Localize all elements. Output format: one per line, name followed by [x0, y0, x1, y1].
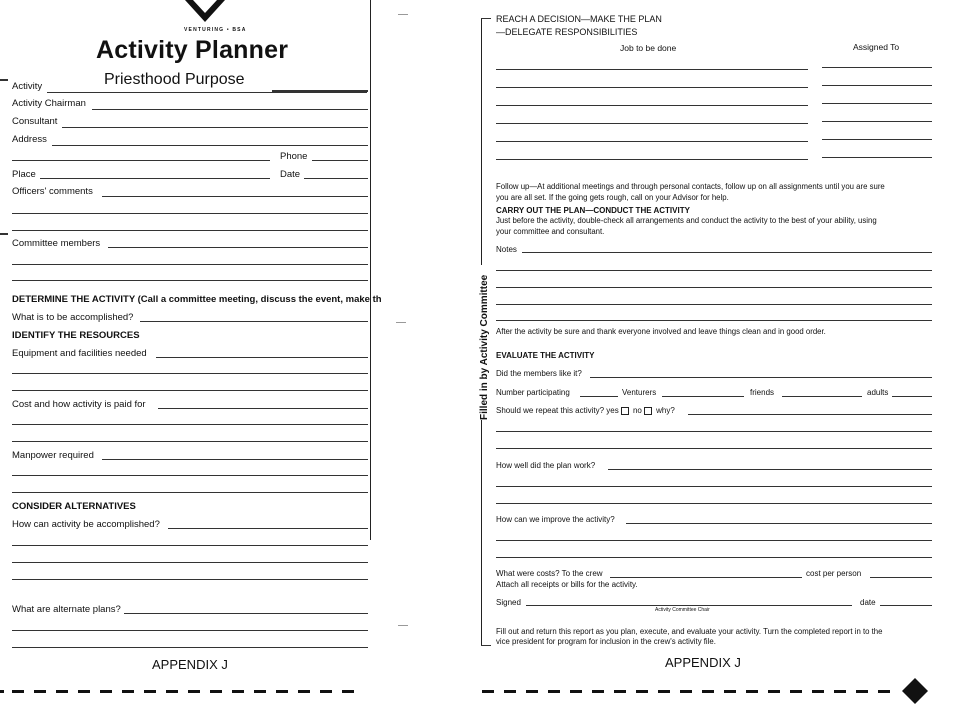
date-label-right: date: [860, 598, 876, 607]
date-field-right[interactable]: [880, 605, 932, 606]
consider-heading: CONSIDER ALTERNATIVES: [12, 501, 136, 512]
delegate-heading: —DELEGATE RESPONSIBILITIES: [496, 27, 638, 37]
determine-heading: DETERMINE THE ACTIVITY (Call a committee meeting, discuss the event, make th: [12, 294, 382, 305]
page-edge: [370, 0, 371, 540]
appendix-label-right: APPENDIX J: [665, 655, 741, 670]
cut-line: [0, 690, 368, 693]
scan-mark: [396, 322, 406, 323]
cost-field[interactable]: [158, 408, 368, 409]
alternate-plans-field[interactable]: [124, 613, 368, 614]
assigned-line[interactable]: [822, 157, 932, 158]
place-label: Place: [12, 169, 36, 180]
job-line[interactable]: [496, 159, 808, 160]
carry-text-2: your committee and consultant.: [496, 227, 605, 236]
manpower-field[interactable]: [102, 459, 368, 460]
notes-line[interactable]: [496, 304, 932, 305]
adults-field[interactable]: [892, 396, 932, 397]
cost-line[interactable]: [12, 441, 368, 442]
number-participating-label: Number participating: [496, 388, 570, 397]
logo-org-text: VENTURING • BSA: [184, 27, 247, 33]
assigned-line[interactable]: [822, 103, 932, 104]
evaluate-heading: EVALUATE THE ACTIVITY: [496, 351, 595, 360]
improve-field[interactable]: [626, 523, 932, 524]
carry-out-heading: CARRY OUT THE PLAN—CONDUCT THE ACTIVITY: [496, 206, 690, 215]
no-checkbox[interactable]: [644, 407, 652, 415]
improve-label: How can we improve the activity?: [496, 515, 615, 524]
how-accomplished-line[interactable]: [12, 562, 368, 563]
activity-value: Priesthood Purpose: [104, 71, 245, 88]
after-text: After the activity be sure and thank everyone involved and leave things clean and in good order.: [496, 327, 826, 336]
plan-work-label: How well did the plan work?: [496, 461, 596, 470]
address-label: Address: [12, 134, 47, 145]
repeat-why-label: why?: [656, 406, 675, 415]
assigned-line[interactable]: [822, 85, 932, 86]
cost-per-person-label: cost per person: [806, 569, 862, 578]
plan-work-line[interactable]: [496, 486, 932, 487]
how-accomplished-line[interactable]: [12, 579, 368, 580]
followup-text-2: you are all set. If the going gets rough, call on your Advisor for help.: [496, 193, 729, 202]
committee-members-line[interactable]: [12, 264, 368, 265]
page-title: Activity Planner: [96, 36, 289, 64]
officers-comments-line[interactable]: [12, 213, 368, 214]
friends-label: friends: [750, 388, 775, 397]
plan-work-field[interactable]: [608, 469, 932, 470]
activity-chairman-label: Activity Chairman: [12, 98, 86, 109]
activity-chairman-field[interactable]: [92, 109, 368, 110]
plan-work-line[interactable]: [496, 503, 932, 504]
address-field[interactable]: [52, 145, 368, 146]
job-line[interactable]: [496, 69, 808, 70]
job-line[interactable]: [496, 105, 808, 106]
equipment-field[interactable]: [156, 357, 368, 358]
appendix-label: APPENDIX J: [152, 657, 228, 672]
manpower-line[interactable]: [12, 492, 368, 493]
activity-field[interactable]: [47, 92, 367, 93]
side-label: Filled in by Activity Committee: [479, 274, 490, 420]
bracket-bottom: [481, 645, 491, 646]
manpower-label: Manpower required: [12, 450, 94, 461]
friends-field[interactable]: [782, 396, 862, 397]
officers-comments-field[interactable]: [102, 196, 368, 197]
what-accomplished-field[interactable]: [140, 321, 368, 322]
consultant-label: Consultant: [12, 116, 58, 127]
fill-text-1: Fill out and return this report as you plan, execute, and evaluate your activity. Turn the completed report in to the: [496, 627, 883, 636]
cost-line[interactable]: [12, 424, 368, 425]
date-field[interactable]: [304, 178, 368, 179]
repeat-yes-label: Should we repeat this activity? yes: [496, 406, 619, 415]
notes-line[interactable]: [496, 287, 932, 288]
repeat-question: [496, 405, 675, 416]
scan-mark: [398, 14, 408, 15]
identify-heading: IDENTIFY THE RESOURCES: [12, 330, 140, 341]
repeat-no-label: no: [632, 406, 642, 415]
phone-field[interactable]: [312, 160, 368, 161]
job-line[interactable]: [496, 141, 808, 142]
alternate-plans-label: What are alternate plans?: [12, 604, 121, 615]
assigned-column-header: Assigned To: [853, 42, 900, 52]
margin-mark: [0, 233, 8, 235]
job-line[interactable]: [496, 87, 808, 88]
costs-field[interactable]: [610, 577, 802, 578]
scan-mark: [398, 625, 408, 626]
address-line-2[interactable]: [12, 160, 270, 161]
assigned-line[interactable]: [822, 139, 932, 140]
carry-text-1: Just before the activity, double-check all arrangements and conduct the activity to the best of your ability, using: [496, 216, 877, 225]
number-participating-field[interactable]: [580, 396, 618, 397]
bracket-top: [481, 18, 491, 19]
assigned-line[interactable]: [822, 121, 932, 122]
improve-line[interactable]: [496, 540, 932, 541]
job-line[interactable]: [496, 123, 808, 124]
job-column-header: Job to be done: [620, 43, 677, 53]
how-accomplished-line[interactable]: [12, 545, 368, 546]
alternate-plans-line[interactable]: [12, 630, 368, 631]
activity-label: Activity: [12, 81, 43, 92]
members-like-label: Did the members like it?: [496, 369, 582, 378]
improve-line[interactable]: [496, 557, 932, 558]
committee-members-label: Committee members: [12, 238, 101, 249]
date-label: Date: [280, 169, 301, 180]
attach-text: Attach all receipts or bills for the activity.: [496, 580, 638, 589]
consultant-field[interactable]: [62, 127, 368, 128]
notes-line[interactable]: [496, 270, 932, 271]
equipment-line[interactable]: [12, 390, 368, 391]
equipment-label: Equipment and facilities needed: [12, 348, 147, 359]
how-accomplished-field[interactable]: [168, 528, 368, 529]
reach-heading: REACH A DECISION—MAKE THE PLAN: [496, 14, 662, 24]
cut-line-right: [482, 690, 902, 693]
cost-label: Cost and how activity is paid for: [12, 399, 146, 410]
signed-caption: Activity Committee Chair: [655, 607, 710, 613]
repeat-line[interactable]: [496, 448, 932, 449]
venturing-logo-icon: [183, 0, 227, 26]
cost-per-person-field[interactable]: [870, 577, 932, 578]
notes-line[interactable]: [496, 320, 932, 321]
adults-label: adults: [867, 388, 889, 397]
alternate-plans-line[interactable]: [12, 647, 368, 648]
equipment-line[interactable]: [12, 373, 368, 374]
committee-members-line[interactable]: [12, 280, 368, 281]
officers-comments-label: Officers' comments: [12, 186, 93, 197]
assigned-line[interactable]: [822, 67, 932, 68]
how-accomplished-label: How can activity be accomplished?: [12, 519, 160, 530]
fill-text-2: vice president for program for inclusion in the crew's activity file.: [496, 637, 716, 646]
officers-comments-line[interactable]: [12, 230, 368, 231]
repeat-line[interactable]: [496, 431, 932, 432]
activity-underline: [272, 90, 368, 92]
costs-label: What were costs? To the crew: [496, 569, 603, 578]
notes-field[interactable]: [522, 252, 932, 253]
followup-text-1: Follow up—At additional meetings and through personal contacts, follow up on all assignments until you are sure: [496, 182, 885, 191]
committee-members-field[interactable]: [108, 247, 368, 248]
signed-label: Signed: [496, 598, 521, 607]
yes-checkbox[interactable]: [621, 407, 629, 415]
diamond-icon: [902, 678, 928, 704]
venturers-field[interactable]: [662, 396, 744, 397]
what-accomplished-label: What is to be accomplished?: [12, 312, 134, 323]
notes-label: Notes: [496, 245, 517, 254]
repeat-why-field[interactable]: [688, 414, 932, 415]
phone-label: Phone: [280, 151, 308, 162]
margin-mark: [0, 79, 8, 81]
venturers-label: Venturers: [622, 388, 657, 397]
members-like-field[interactable]: [590, 377, 932, 378]
place-field[interactable]: [40, 178, 270, 179]
manpower-line[interactable]: [12, 475, 368, 476]
